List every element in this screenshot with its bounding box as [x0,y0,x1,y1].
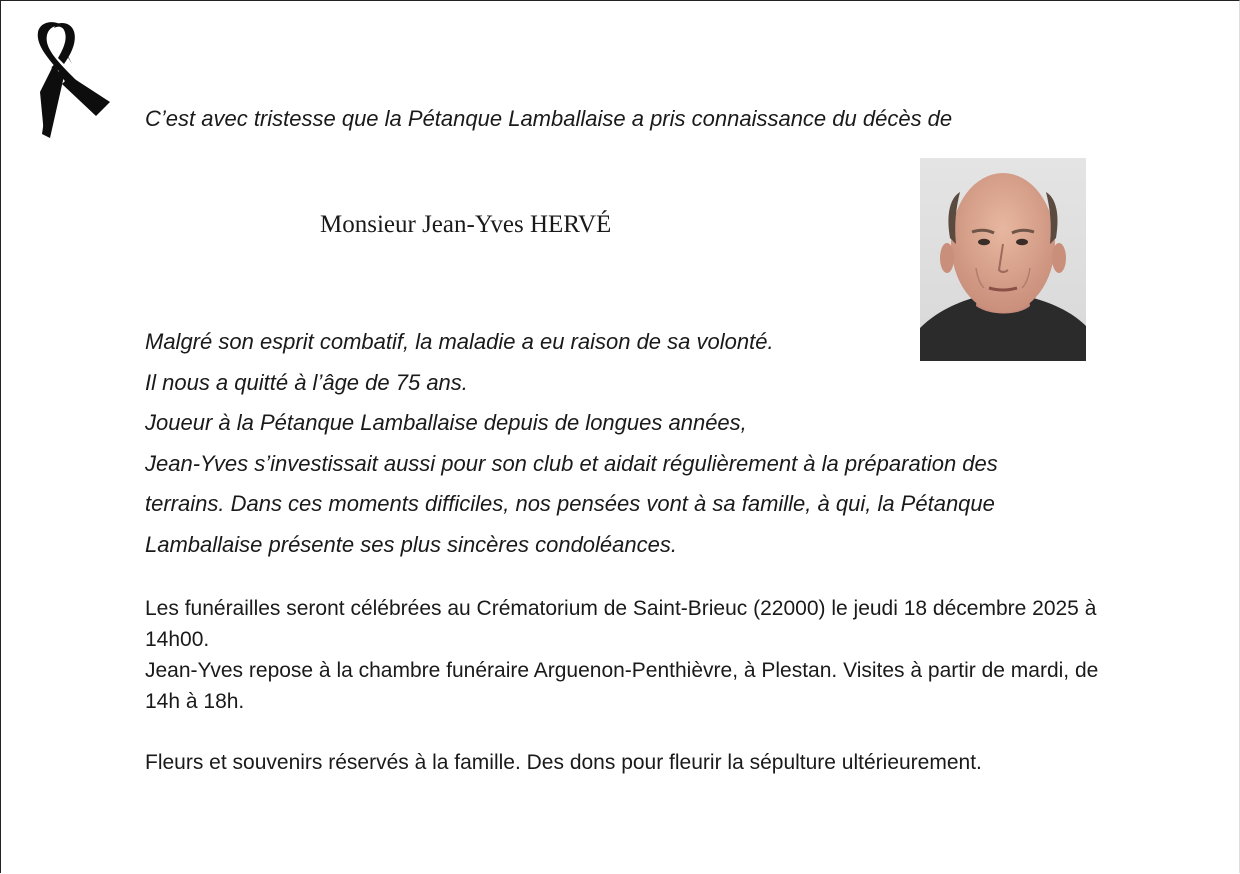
spacer [145,717,1120,747]
tribute-line: Joueur à la Pétanque Lamballaise depuis de longues années, [145,410,747,435]
tribute-line: Il nous a quitté à l’âge de 75 ans. [145,369,468,395]
tribute-line: terrains. Dans ces moments difficiles, nos pensées vont à sa famille, à qui, la Pétanque [145,491,995,516]
visitation-details: Jean-Yves repose à la chambre funéraire Arguenon-Penthièvre, à Plestan. Visites à partir de mardi, de 14h à 18h. [145,659,1099,713]
funeral-info [145,593,1120,778]
mourning-ribbon-icon [26,18,112,140]
tribute-line: Jean-Yves s’investissait aussi pour son club et aidait régulièrement à la préparation des [145,450,998,476]
announcement-intro: C’est avec tristesse que la Pétanque Lamballaise a pris connaissance du décès de [145,106,953,131]
funeral-details: Les funérailles seront célébrées au Crématorium de Saint-Brieuc (22000) le jeudi 18 décembre 2025 à 14h00. [145,597,1097,651]
tribute-text [145,322,1130,565]
deceased-name: Monsieur Jean-Yves HERVÉ [320,211,612,238]
tribute-line: Lamballaise présente ses plus sincères condoléances. [145,531,677,557]
tribute-line: Malgré son esprit combatif, la maladie a eu raison de sa volonté. [145,329,774,354]
flowers-notice: Fleurs et souvenirs réservés à la famille. Des dons pour fleurir la sépulture ultérieurement. [145,751,982,774]
